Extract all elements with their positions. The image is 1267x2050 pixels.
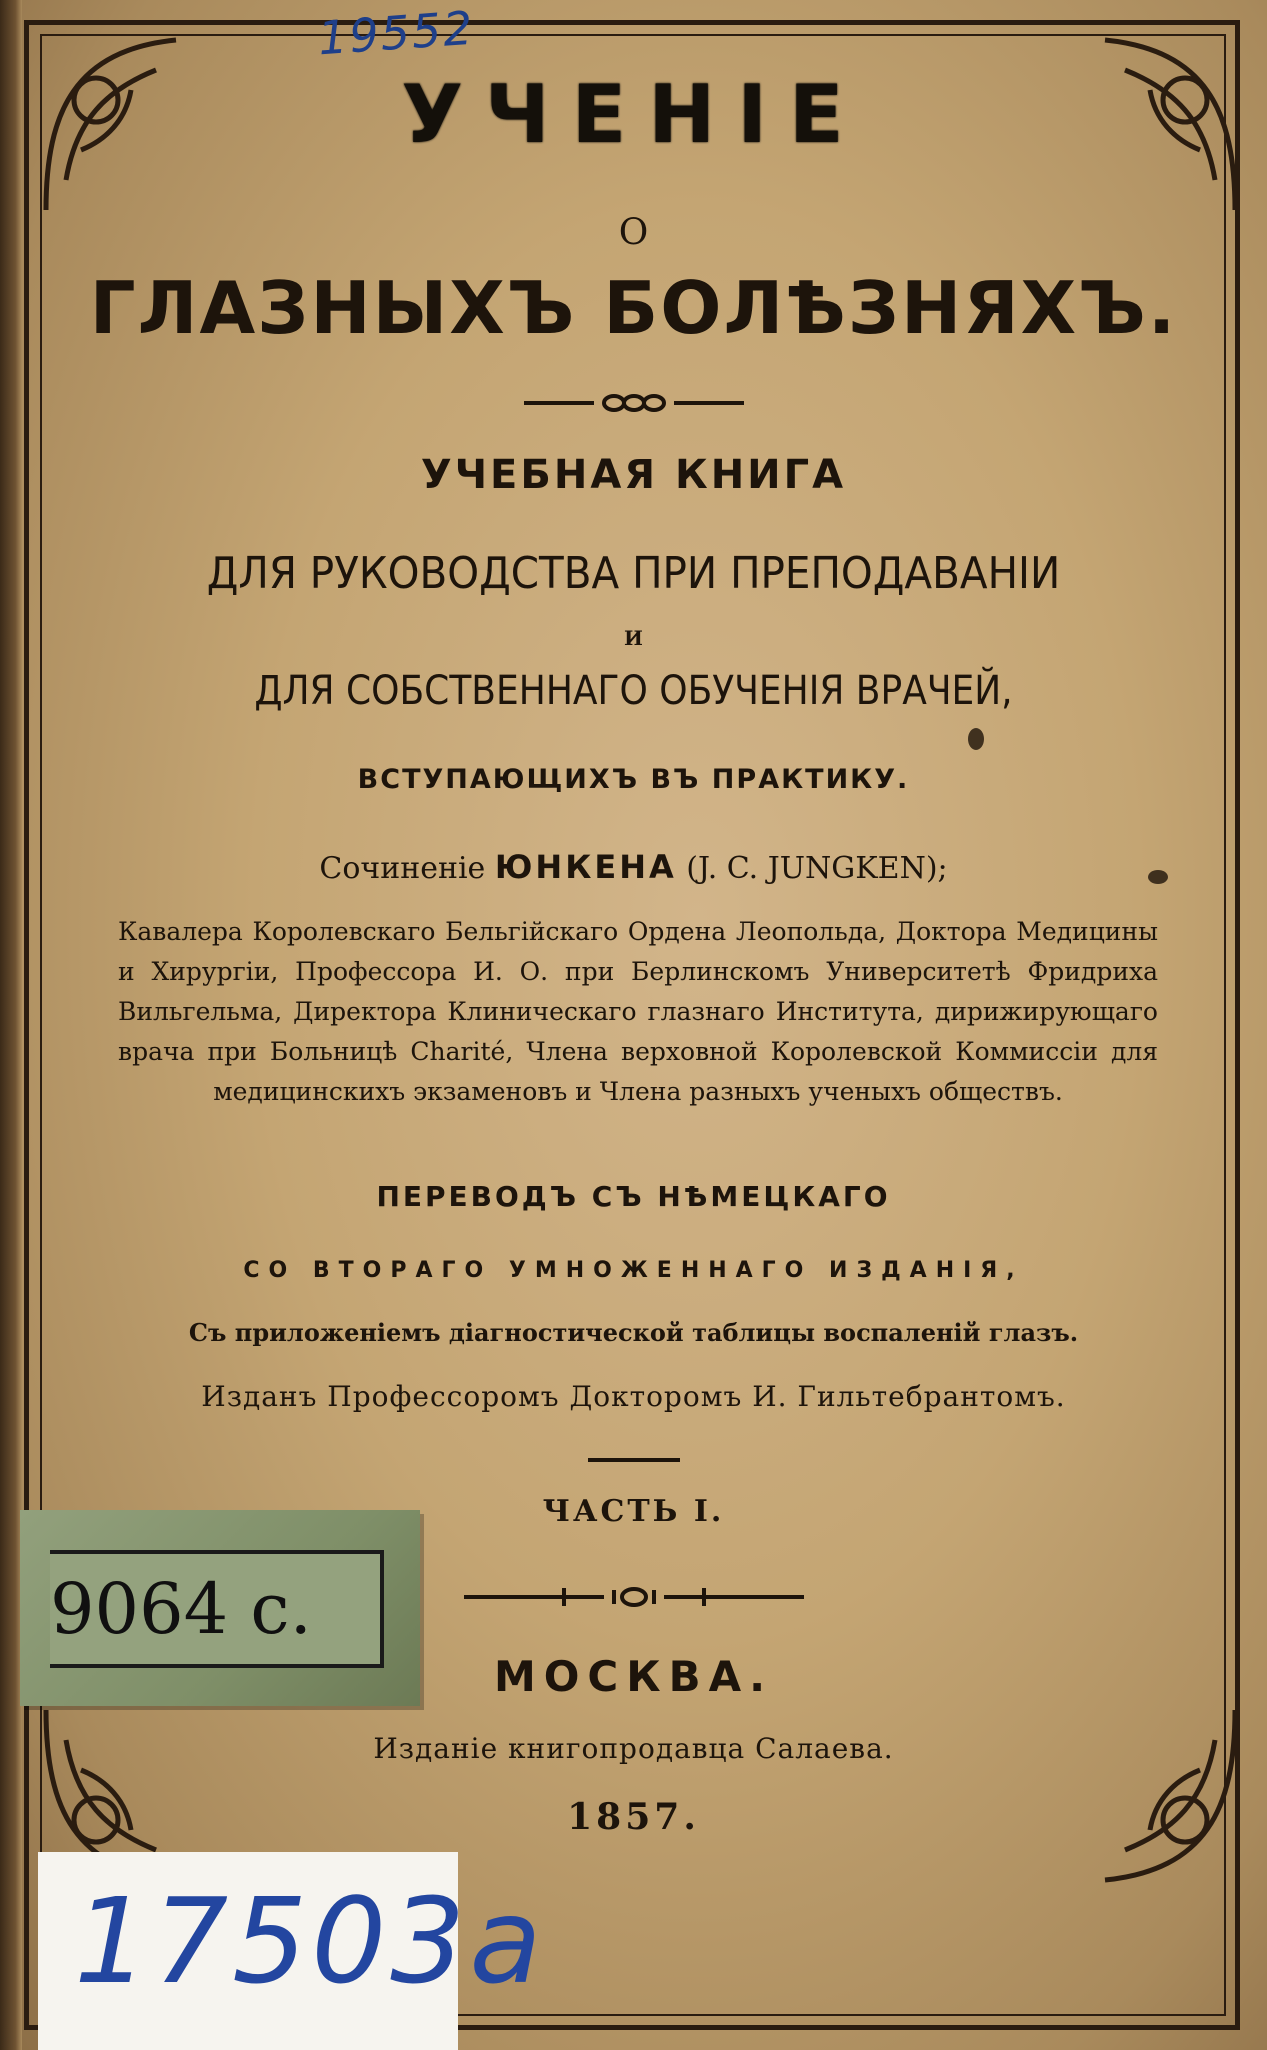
ink-stain <box>1148 870 1168 884</box>
title-preposition: О <box>618 212 649 253</box>
editor-note: Изданъ Профессоромъ Докторомъ И. Гильтебрантомъ. <box>201 1380 1066 1413</box>
purpose-line-3: ВСТУПАЮЩИХЪ ВЪ ПРАКТИКУ. <box>357 764 910 795</box>
author-titles-paragraph: Кавалера Королевскаго Бельгійскаго Ордена Леопольда, Доктора Медицины и Хирургіи, Профессора И. О. при Берлинскомъ Университетѣ Фридриха Вильгельма, Директора Клиническаго глазнаго Института, дирижирующаго врача при Больницѣ Charité, Члена верховной Королевской Коммиссіи для медицинскихъ экзаменовъ и Члена разныхъ ученыхъ обществъ. <box>118 917 1158 1106</box>
divider-ornament-icon <box>0 388 1267 418</box>
inventory-label <box>38 1852 546 2050</box>
handwritten-catalog-number: 19552 <box>316 0 477 66</box>
separator-rule <box>588 1458 680 1462</box>
library-shelf-label <box>20 1510 420 1706</box>
publication-year: 1857. <box>567 1796 700 1838</box>
main-title: УЧЕНІЕ <box>401 68 866 161</box>
edition-note: СО ВТОРАГО УМНОЖЕННАГО ИЗДАНІЯ, <box>243 1258 1024 1283</box>
handwritten-inventory-number: 17503а <box>74 1872 546 2010</box>
shelf-label-number: 9064 с. <box>50 1550 384 1668</box>
appendix-note: Съ приложеніемъ діагностической таблицы воспаленій глазъ. <box>188 1318 1079 1347</box>
purpose-conjunction: И <box>624 626 643 650</box>
book-type-heading: УЧЕБНАЯ КНИГА <box>420 452 847 498</box>
author-name: ЮНКЕНА <box>494 848 677 886</box>
author-line <box>0 848 1267 886</box>
translation-note: ПЕРЕВОДЪ СЪ НѢМЕЦКАГО <box>376 1180 891 1213</box>
purpose-line-2: ДЛЯ СОБСТВЕННАГО ОБУЧЕНІЯ ВРАЧЕЙ, <box>254 668 1013 714</box>
title-subject: ГЛАЗНЫХЪ БОЛѢЗНЯХЪ. <box>89 266 1178 350</box>
publisher-line: Изданіе книгопродавца Салаева. <box>373 1732 894 1765</box>
corner-ornament-icon <box>1095 1700 1245 1890</box>
ink-stain <box>968 728 984 750</box>
part-number: ЧАСТЬ I. <box>542 1494 725 1529</box>
author-prefix: Сочиненіе <box>319 851 486 886</box>
publication-city: МОСКВА. <box>493 1652 774 1701</box>
purpose-line-1: ДЛЯ РУКОВОДСТВА ПРИ ПРЕПОДАВАНІИ <box>206 548 1061 599</box>
author-latin-name: (J. C. JUNGKEN); <box>686 851 948 886</box>
